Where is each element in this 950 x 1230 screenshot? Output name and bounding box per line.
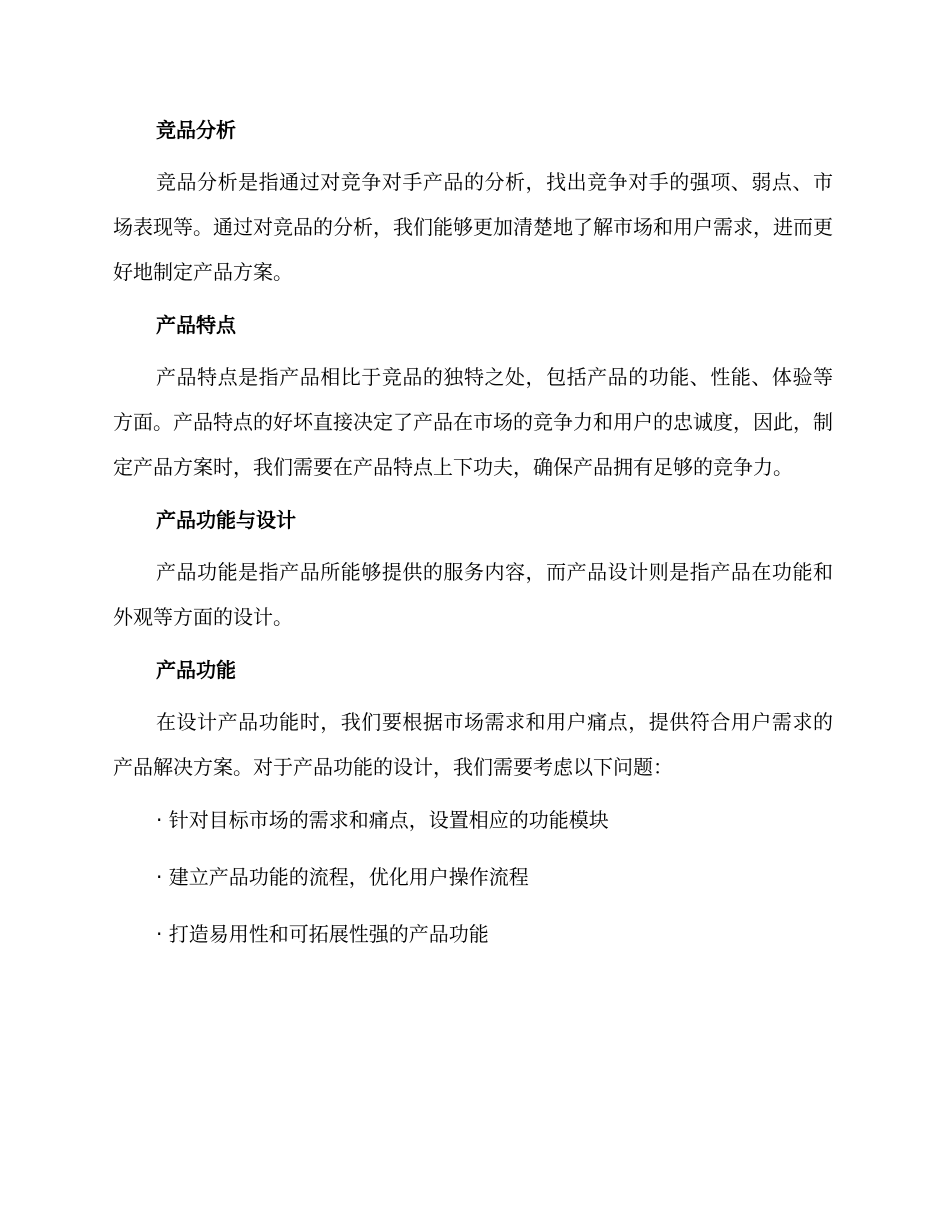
- section-heading-product-features: 产品特点: [156, 313, 236, 337]
- section-paragraph-function-and-design: 产品功能是指产品所能够提供的服务内容，而产品设计则是指产品在功能和外观等方面的设计。: [113, 560, 833, 629]
- function-considerations-list: [113, 798, 833, 956]
- section-heading-function-and-design: 产品功能与设计: [156, 508, 296, 532]
- section-heading-product-function: 产品功能: [156, 658, 236, 682]
- section-paragraph-competitive-analysis: 竞品分析是指通过对竞争对手产品的分析，找出竞争对手的强项、弱点、市场表现等。通过对竞品的分析，我们能够更加清楚地了解市场和用户需求，进而更好地制定产品方案。: [113, 170, 833, 284]
- section-paragraph-product-function: 在设计产品功能时，我们要根据市场需求和用户痛点，提供符合用户需求的产品解决方案。对于产品功能的设计，我们需要考虑以下问题：: [113, 710, 833, 779]
- section-heading-competitive-analysis: 竞品分析: [156, 118, 236, 142]
- list-item: · 针对目标市场的需求和痛点，设置相应的功能模块: [156, 808, 609, 832]
- document-body: [113, 108, 833, 969]
- section-paragraph-product-features: 产品特点是指产品相比于竞品的独特之处，包括产品的功能、性能、体验等方面。产品特点的好坏直接决定了产品在市场的竞争力和用户的忠诚度，因此，制定产品方案时，我们需要在产品特点上下功夫，确保产品拥有足够的竞争力。: [113, 365, 833, 479]
- list-item: · 建立产品功能的流程，优化用户操作流程: [156, 865, 529, 889]
- list-item: · 打造易用性和可拓展性强的产品功能: [156, 922, 489, 946]
